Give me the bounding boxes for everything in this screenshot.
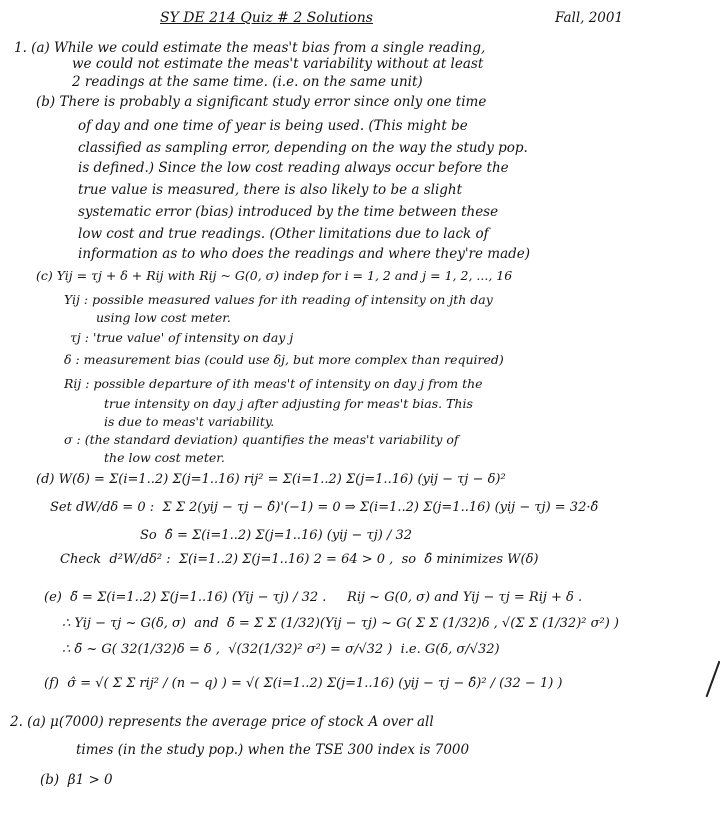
q2a-line-1: 2. (a) μ(7000) represents the average price of stock A over all: [10, 714, 434, 730]
q1b-line-1: (b) There is probably a significant study error since only one time: [36, 94, 487, 110]
q1e-result: ∴ δ̃ ~ G( 32(1/32)δ = δ , √(32(1/32)² σ²) = σ/√32 ) i.e. G(δ, σ/√32): [62, 642, 500, 657]
q1b-line-7: low cost and true readings. (Other limitations due to lack of: [78, 226, 489, 242]
q1d-second-derivative: Check d²W/dδ² : Σ(i=1..2) Σ(j=1..16) 2 = 64 > 0 , so δ̂ minimizes W(δ): [60, 552, 539, 567]
q1c-model: (c) Yij = τj + δ + Rij with Rij ~ G(0, σ) indep for i = 1, 2 and j = 1, 2, ..., 16: [36, 268, 513, 283]
q1c-def-r: Rij : possible departure of ith meas't of intensity on day j from the: [64, 376, 483, 391]
q1c-def-y: Yij : possible measured values for ith reading of intensity on jth day: [64, 292, 493, 307]
q1c-def-delta: δ : measurement bias (could use δj, but more complex than required): [64, 352, 504, 367]
q1a-line-3: 2 readings at the same time. (i.e. on the same unit): [72, 74, 423, 90]
q1c-def-r-cont-2: is due to meas't variability.: [104, 414, 275, 429]
q1b-line-2: of day and one time of year is being used. (This might be: [78, 118, 468, 134]
q1b-line-4: is defined.) Since the low cost reading always occur before the: [78, 160, 509, 176]
q1e-distribution: ∴ Yij − τj ~ G(δ, σ) and δ̃ = Σ Σ (1/32)(Yij − τj) ~ G( Σ Σ (1/32)δ , √(Σ Σ (1/32)² σ²) ): [62, 616, 619, 631]
q1e-estimator: (e) δ̃ = Σ(i=1..2) Σ(j=1..16) (Yij − τj) / 32 . Rij ~ G(0, σ) and Yij − τj = Rij + δ .: [44, 590, 583, 605]
page-title: SY DE 214 Quiz # 2 Solutions: [160, 10, 373, 26]
q1d-estimate: So δ̂ = Σ(i=1..2) Σ(j=1..16) (yij − τj) / 32: [140, 528, 413, 543]
q1d-objective: (d) W(δ) = Σ(i=1..2) Σ(j=1..16) rij² = Σ(i=1..2) Σ(j=1..16) (yij − τj − δ)²: [36, 472, 506, 487]
q1b-line-5: true value is measured, there is also likely to be a slight: [78, 182, 463, 198]
q1a-line-2: we could not estimate the meas't variability without at least: [72, 56, 484, 72]
q1b-line-6: systematic error (bias) introduced by the time between these: [78, 204, 499, 220]
margin-pen-stroke: [706, 661, 720, 697]
q1c-def-sigma: σ : (the standard deviation) quantifies the meas't variability of: [64, 432, 459, 447]
q1c-def-sigma-cont: the low cost meter.: [104, 450, 225, 465]
q1c-def-r-cont-1: true intensity on day j after adjusting for meas't bias. This: [104, 396, 473, 411]
q1b-line-3: classified as sampling error, depending on the way the study pop.: [78, 140, 528, 156]
q1c-def-tau: τj : 'true value' of intensity on day j: [70, 330, 294, 345]
q2a-line-2: times (in the study pop.) when the TSE 300 index is 7000: [76, 742, 470, 758]
q1a-line-1: 1. (a) While we could estimate the meas't bias from a single reading,: [14, 40, 486, 56]
q1b-line-8: information as to who does the readings and where they're made): [78, 246, 531, 262]
term-label: Fall, 2001: [555, 10, 624, 26]
q1c-def-y-cont: using low cost meter.: [96, 310, 231, 325]
q2b-line: (b) β1 > 0: [40, 772, 113, 788]
q1d-derivative: Set dW/dδ = 0 : Σ Σ 2(yij − τj − δ̂)'(−1) = 0 ⇒ Σ(i=1..2) Σ(j=1..16) (yij − τj) = 32·δ̂: [50, 500, 599, 515]
q1f-sigma-hat: (f) σ̂ = √( Σ Σ rij² / (n − q) ) = √( Σ(i=1..2) Σ(j=1..16) (yij − τj − δ̂)² / (32 − 1) ): [44, 676, 563, 691]
